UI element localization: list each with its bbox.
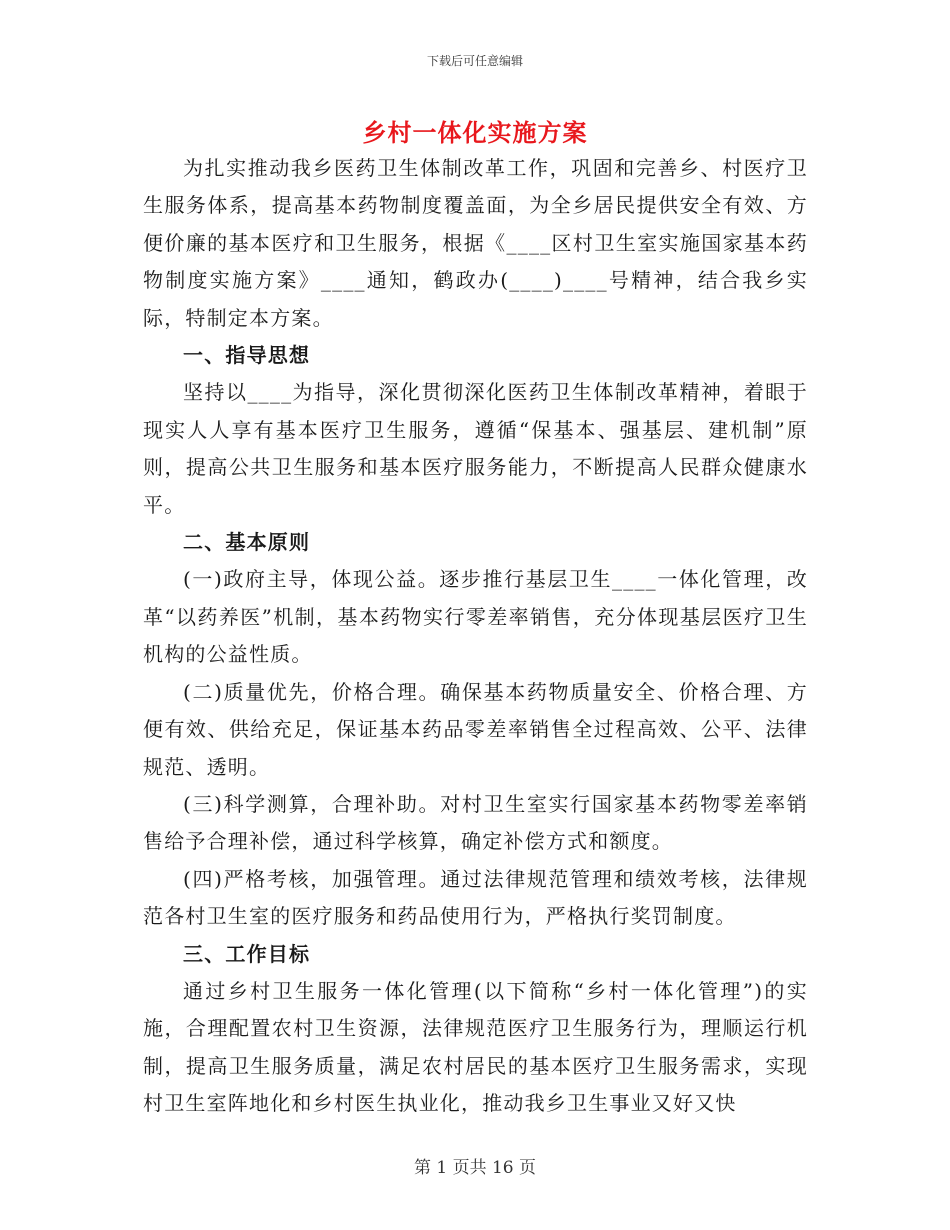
principle-item-3: (三)科学测算，合理补助。对村卫生室实行国家基本药物零差率销售给予合理补偿，通过科学核算，确定补偿方式和额度。 [143, 791, 808, 854]
document-body [143, 150, 808, 1123]
document-title: 乡村一体化实施方案 [362, 118, 588, 147]
principle-item-2: (二)质量优先，价格合理。确保基本药物质量安全、价格合理、方便有效、供给充足，保证基本药品零差率销售全过程高效、公平、法律规范、透明。 [143, 679, 808, 779]
section-heading-work-goals: 三、工作目标 [183, 941, 311, 966]
principle-item-4: (四)严格考核，加强管理。通过法律规范管理和绩效考核，法律规范各村卫生室的医疗服务和药品使用行为，严格执行奖罚制度。 [143, 866, 808, 929]
section-heading-basic-principles: 二、基本原则 [183, 530, 311, 555]
work-goals-paragraph: 通过乡村卫生服务一体化管理(以下简称“乡村一体化管理”)的实施，合理配置农村卫生资源，法律规范医疗卫生服务行为，理顺运行机制，提高卫生服务质量，满足农村居民的基本医疗卫生服务需求，实现村卫生室阵地化和乡村医生执业化，推动我乡卫生事业又好又快 [143, 978, 808, 1116]
page-number-indicator: 第 1 页共 16 页 [413, 1158, 537, 1178]
intro-paragraph: 为扎实推动我乡医药卫生体制改革工作，巩固和完善乡、村医疗卫生服务体系，提高基本药物制度覆盖面，为全乡居民提供安全有效、方便价廉的基本医疗和卫生服务，根据《____区村卫生室实施国家基本药物制度实施方案》____通知，鹤政办(____)____号精神，结合我乡实际，特制定本方案。 [143, 156, 808, 330]
page-header-note: 下载后可任意编辑 [426, 54, 523, 68]
section-heading-guiding-ideology: 一、指导思想 [183, 343, 311, 368]
guiding-ideology-paragraph: 坚持以____为指导，深化贯彻深化医药卫生体制改革精神，着眼于现实人人享有基本医疗卫生服务，遵循“保基本、强基层、建机制”原则，提高公共卫生服务和基本医疗服务能力，不断提高人民群众健康水平。 [143, 380, 808, 517]
principle-item-1: (一)政府主导，体现公益。逐步推行基层卫生____一体化管理，改革“以药养医”机制，基本药物实行零差率销售，充分体现基层医疗卫生机构的公益性质。 [143, 567, 808, 667]
